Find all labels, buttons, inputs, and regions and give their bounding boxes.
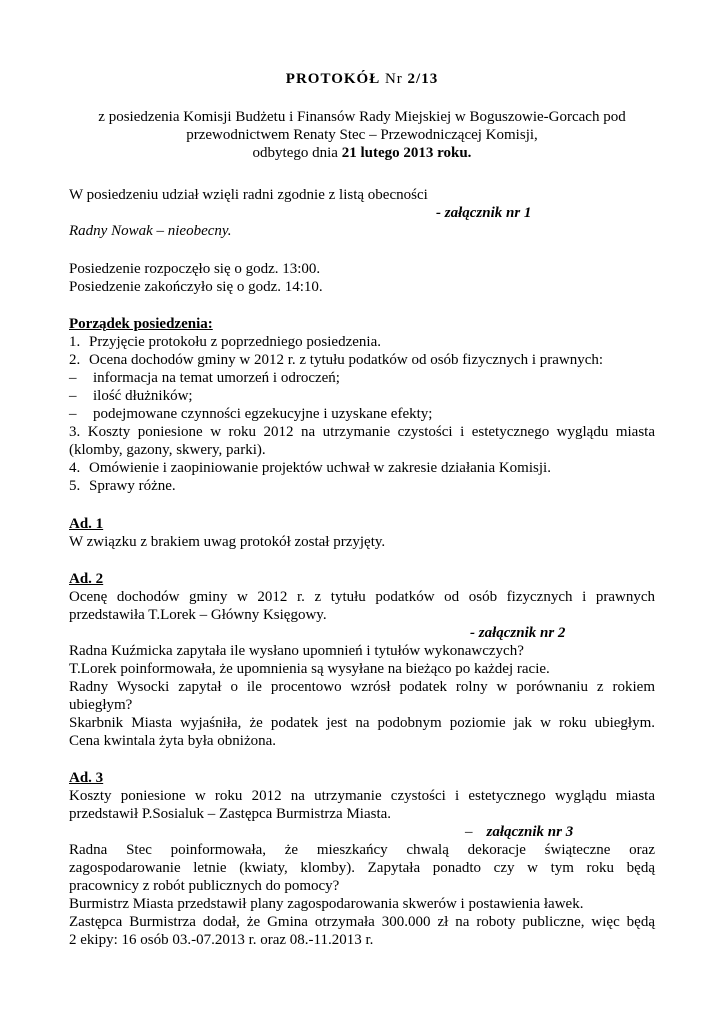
agenda-item-1 bbox=[69, 333, 655, 351]
agenda-item-3-line-2: (klomby, gazony, skwery, parki). bbox=[69, 442, 266, 458]
subtitle-line-2: przewodnictwem Renaty Stec – Przewodniczącej Komisji, bbox=[186, 127, 538, 143]
agenda-item-5-num: 5. bbox=[69, 478, 81, 494]
subtitle-line-3 bbox=[69, 144, 655, 162]
dash-bullet: – bbox=[69, 370, 77, 386]
ad2-line-7: Skarbnik Miasta wyjaśniła, że podatek jest na podobnym poziomie jak w roku ubiegłym. bbox=[69, 715, 655, 731]
absent-note: Radny Nowak – nieobecny. bbox=[69, 223, 232, 239]
ad2-line-2: przedstawiła T.Lorek – Główny Księgowy. bbox=[69, 607, 327, 623]
ad3-line-5: pracownicy z robót publicznych do pomocy? bbox=[69, 878, 340, 894]
meeting-date: 21 lutego 2013 roku. bbox=[341, 145, 472, 161]
ad2-line-4: T.Lorek poinformowała, że upomnienia są wysyłane na bieżąco po każdej racie. bbox=[69, 661, 550, 677]
ad2-line-5: Radny Wysocki zapytał o ile procentowo wzrósł podatek rolny w porównaniu z rokiem bbox=[69, 679, 655, 695]
agenda-item-4-num: 4. bbox=[69, 460, 81, 476]
ad1-heading: Ad. 1 bbox=[69, 516, 104, 532]
ad3-line-8: 2 ekipy: 16 osób 03.-07.2013 r. oraz 08.-11.2013 r. bbox=[69, 932, 374, 948]
attachment-ref-3 bbox=[465, 823, 645, 841]
agenda-item-1-text: Przyjęcie protokołu z poprzedniego posiedzenia. bbox=[89, 334, 381, 350]
title-word: PROTOKÓŁ bbox=[285, 71, 381, 87]
ad3-line-6: Burmistrz Miasta przedstawił plany zagospodarowania skwerów i postawienia ławek. bbox=[69, 896, 584, 912]
end-time: Posiedzenie zakończyło się o godz. 14:10. bbox=[69, 279, 323, 295]
dash-bullet: – bbox=[69, 406, 77, 422]
subtitle-date-prefix: odbytego dnia bbox=[252, 145, 342, 161]
agenda-item-2 bbox=[69, 351, 655, 369]
agenda-item-1-num: 1. bbox=[69, 334, 81, 350]
ad2-line-1: Ocenę dochodów gminy w 2012 r. z tytułu podatków od osób fizycznych i prawnych bbox=[69, 589, 655, 605]
agenda-subitem-3 bbox=[69, 405, 655, 423]
ad1-text: W związku z brakiem uwag protokół został przyjęty. bbox=[69, 534, 386, 550]
attachment-ref-2: - załącznik nr 2 bbox=[470, 625, 566, 641]
agenda-subitem-2-text: ilość dłużników; bbox=[93, 388, 193, 404]
ad2-line-6: ubiegłym? bbox=[69, 697, 133, 713]
ad3-line-3: Radna Stec poinformowała, że mieszkańcy chwalą dekoracje świąteczne oraz bbox=[69, 842, 655, 858]
agenda-item-4-text: Omówienie i zaopiniowanie projektów uchwał w zakresie działania Komisji. bbox=[89, 460, 551, 476]
ad3-line-4: zagospodarowanie letnie (kwiaty, klomby). Zapytała ponadto czy w tym roku będą bbox=[69, 860, 655, 876]
title-number: 2/13 bbox=[407, 71, 439, 87]
agenda-item-2-num: 2. bbox=[69, 352, 81, 368]
agenda-item-5 bbox=[69, 477, 655, 495]
agenda-item-3-line-1: 3. Koszty poniesione w roku 2012 na utrzymanie czystości i estetycznego wyglądu miasta bbox=[69, 424, 655, 440]
attachment-dash: – bbox=[465, 824, 473, 840]
agenda-subitem-1-text: informacja na temat umorzeń i odroczeń; bbox=[93, 370, 340, 386]
agenda-item-5-text: Sprawy różne. bbox=[89, 478, 176, 494]
ad3-heading: Ad. 3 bbox=[69, 770, 104, 786]
ad3-line-7: Zastępca Burmistrza dodał, że Gmina otrzymała 300.000 zł na roboty publiczne, więc będą bbox=[69, 914, 655, 930]
subtitle-line-1: z posiedzenia Komisji Budżetu i Finansów Rady Miejskiej w Boguszowie-Gorcach pod bbox=[98, 109, 626, 125]
attendance-line: W posiedzeniu udział wzięli radni zgodnie z listą obecności bbox=[69, 187, 428, 203]
title-nr: Nr bbox=[380, 71, 408, 87]
ad3-line-2: przedstawił P.Sosialuk – Zastępca Burmistrza Miasta. bbox=[69, 806, 392, 822]
start-time: Posiedzenie rozpoczęło się o godz. 13:00. bbox=[69, 261, 321, 277]
agenda-subitem-1 bbox=[69, 369, 655, 387]
ad2-line-3: Radna Kuźmicka zapytała ile wysłano upomnień i tytułów wykonawczych? bbox=[69, 643, 524, 659]
attachment-ref-1: - załącznik nr 1 bbox=[436, 205, 532, 221]
ad2-heading: Ad. 2 bbox=[69, 571, 104, 587]
agenda-subitem-3-text: podejmowane czynności egzekucyjne i uzyskane efekty; bbox=[93, 406, 433, 422]
dash-bullet: – bbox=[69, 388, 77, 404]
agenda-item-2-text: Ocena dochodów gminy w 2012 r. z tytułu podatków od osób fizycznych i prawnych: bbox=[89, 352, 604, 368]
ad3-line-1: Koszty poniesione w roku 2012 na utrzymanie czystości i estetycznego wyglądu miasta bbox=[69, 788, 655, 804]
agenda-item-4 bbox=[69, 459, 655, 477]
ad2-line-8: Cena kwintala żyta była obniżona. bbox=[69, 733, 277, 749]
agenda-subitem-2 bbox=[69, 387, 655, 405]
document-title bbox=[69, 70, 655, 88]
agenda-heading: Porządek posiedzenia: bbox=[69, 316, 213, 332]
attachment-ref-3-text: załącznik nr 3 bbox=[486, 824, 574, 840]
